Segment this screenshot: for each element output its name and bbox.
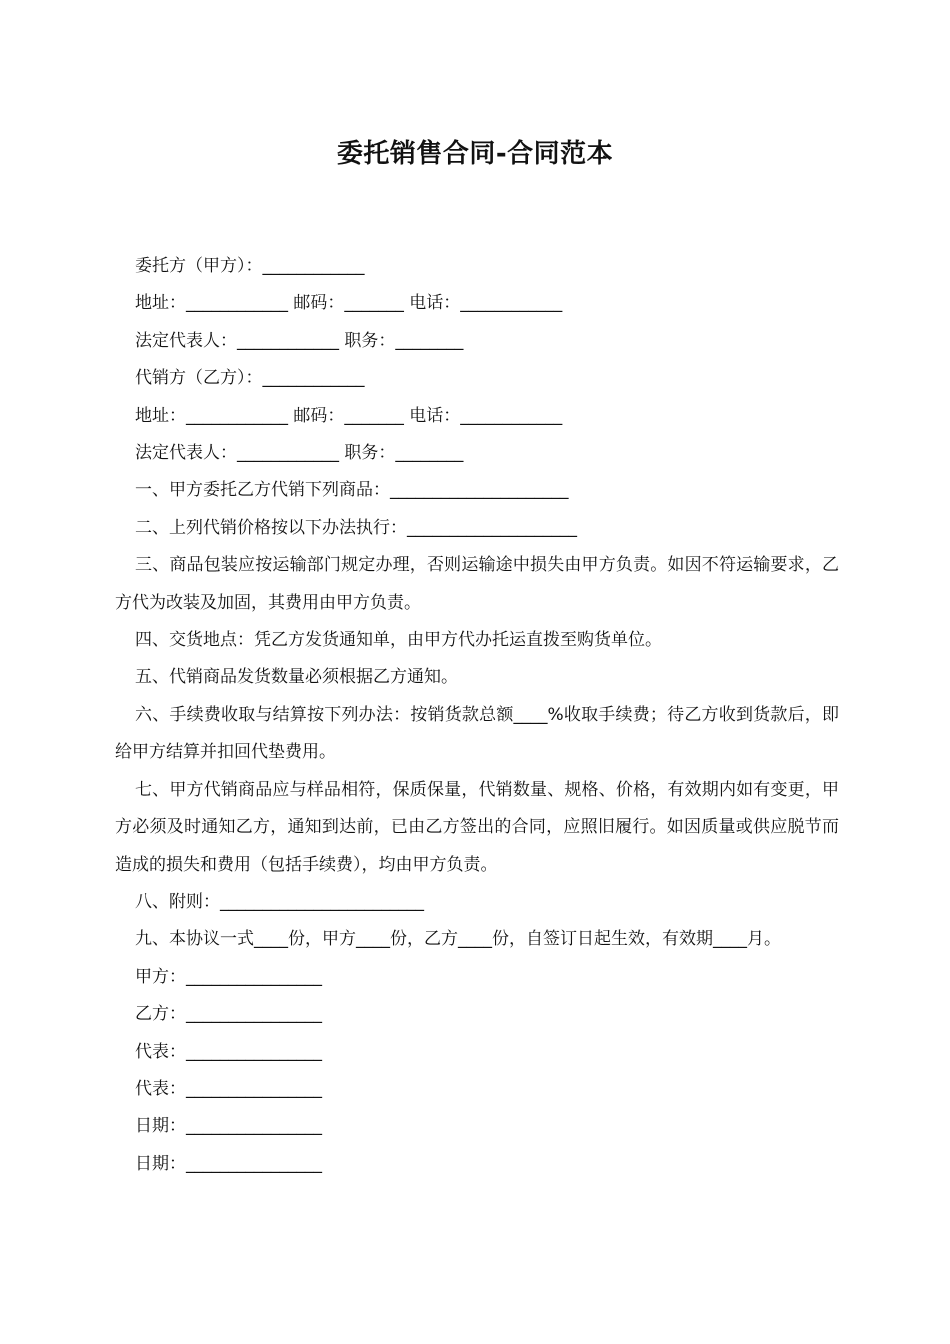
party-a-address-line: 地址：____________ 邮码：_______ 电话：____________ bbox=[135, 293, 563, 314]
clause-5: 五、代销商品发货数量必须根据乙方通知。 bbox=[135, 667, 458, 688]
clause-1: 一、甲方委托乙方代销下列商品：_____________________ bbox=[135, 480, 569, 501]
signature-representative-a: 代表：________________ bbox=[135, 1041, 322, 1062]
party-a-representative-line: 法定代表人：____________ 职务：________ bbox=[135, 330, 464, 351]
document-body bbox=[115, 248, 839, 1183]
clause-2: 二、上列代销价格按以下办法执行：____________________ bbox=[135, 517, 577, 538]
signature-party-a: 甲方：________________ bbox=[135, 966, 322, 987]
party-b-representative-line: 法定代表人：____________ 职务：________ bbox=[135, 443, 464, 464]
document-title: 委托销售合同-合同范本 bbox=[336, 139, 614, 169]
signature-date-b: 日期：________________ bbox=[135, 1153, 322, 1174]
clause-7: 七、甲方代销商品应与样品相符，保质保量，代销数量、规格、价格，有效期内如有变更，甲方必须及时通知乙方，通知到达前，已由乙方签出的合同，应照旧履行。如因质量或供应脱节而造成的损失和费用（包括手续费），均由甲方负责。 bbox=[115, 779, 839, 875]
party-b-address-line: 地址：____________ 邮码：_______ 电话：____________ bbox=[135, 405, 563, 426]
clause-8: 八、附则：________________________ bbox=[135, 891, 424, 912]
clause-9: 九、本协议一式____份，甲方____份，乙方____份，自签订日起生效，有效期____月。 bbox=[135, 929, 781, 950]
signature-party-b: 乙方：________________ bbox=[135, 1004, 322, 1025]
signature-representative-b: 代表：________________ bbox=[135, 1078, 322, 1099]
clause-3: 三、商品包装应按运输部门规定办理，否则运输途中损失由甲方负责。如因不符运输要求，乙方代为改装及加固，其费用由甲方负责。 bbox=[115, 555, 839, 613]
clause-4: 四、交货地点：凭乙方发货通知单，由甲方代办托运直拨至购货单位。 bbox=[135, 630, 662, 651]
clause-6: 六、手续费收取与结算按下列办法：按销货款总额____%收取手续费；待乙方收到货款后，即给甲方结算并扣回代垫费用。 bbox=[115, 704, 839, 763]
party-a-line: 委托方（甲方）：____________ bbox=[135, 256, 365, 276]
party-b-line: 代销方（乙方）：____________ bbox=[135, 368, 365, 389]
signature-date-a: 日期：________________ bbox=[135, 1116, 322, 1137]
